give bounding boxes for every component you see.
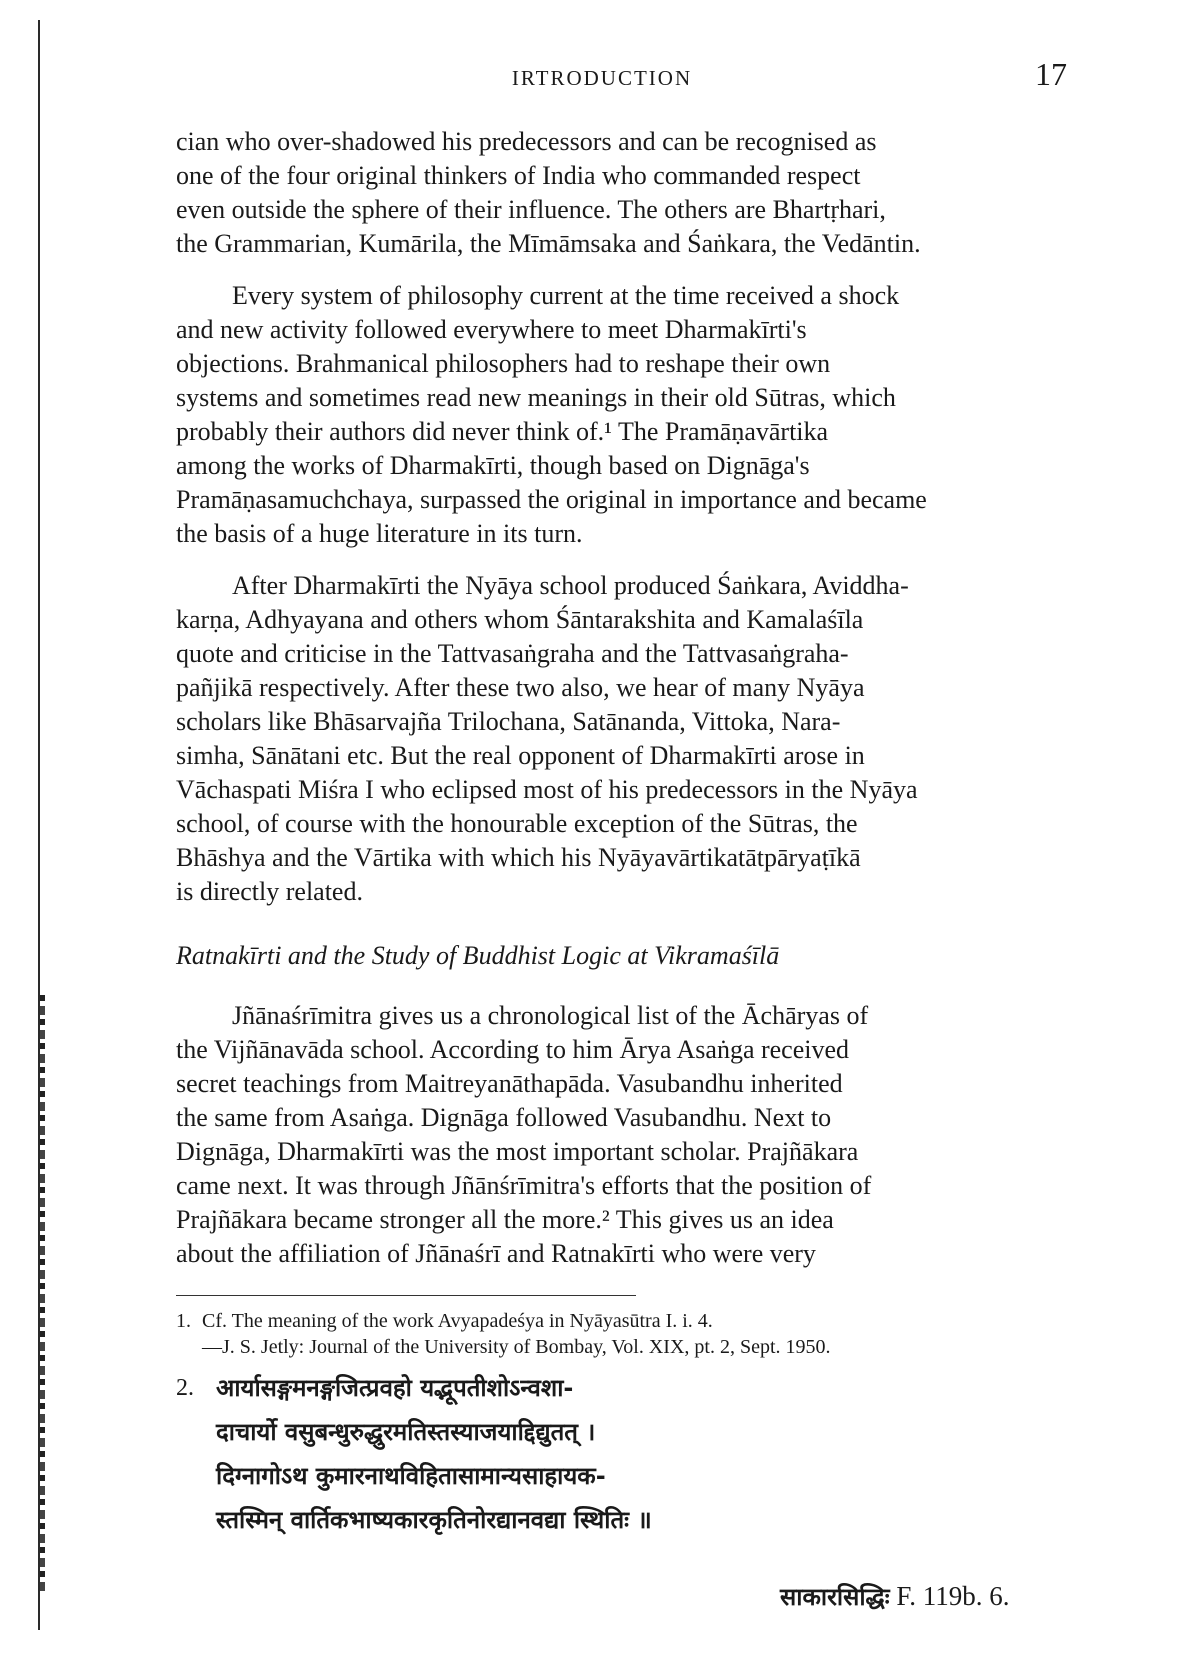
- text-line: probably their authors did never think of.¹ The Pramāṇavārtika: [176, 417, 829, 446]
- paragraph-2: [176, 279, 1080, 551]
- text-line: Pramāṇasamuchchaya, surpassed the original in importance and became: [176, 485, 927, 514]
- text-line: systems and sometimes read new meanings in their old Sūtras, which: [176, 383, 896, 412]
- text-line: cian who over-shadowed his predecessors and can be recognised as: [176, 127, 877, 156]
- source-title: साकारसिद्धिः: [780, 1583, 890, 1611]
- text-line: is directly related.: [176, 877, 363, 906]
- running-title: IRTRODUCTION: [511, 66, 693, 90]
- sanskrit-verse-line: दाचार्यो वसुबन्धुरुद्धुरमतिस्तस्याजयाद्दिद्युतत् ।: [216, 1418, 596, 1446]
- footnote-number: 2.: [176, 1375, 194, 1401]
- text-line: After Dharmakīrti the Nyāya school produced Śaṅkara, Aviddha-: [232, 571, 909, 600]
- binding-stitch-marks: [40, 995, 45, 1595]
- text-line: objections. Brahmanical philosophers had to reshape their own: [176, 349, 831, 378]
- footnote-text: —J. S. Jetly: Journal of the University of Bombay, Vol. XIX, pt. 2, Sept. 1950.: [202, 1336, 831, 1358]
- paragraph-3: [176, 569, 1080, 909]
- paragraph-4: [176, 999, 1080, 1271]
- section-subheading: Ratnakīrti and the Study of Buddhist Logic at Vikramaśīlā: [176, 941, 780, 970]
- page-number: 17: [1035, 56, 1067, 92]
- text-line: Prajñākara became stronger all the more.² This gives us an idea: [176, 1205, 834, 1234]
- text-line: scholars like Bhāsarvajña Trilochana, Satānanda, Vittoka, Nara-: [176, 707, 841, 736]
- text-line: pañjikā respectively. After these two also, we hear of many Nyāya: [176, 673, 865, 702]
- text-line: the same from Asaṅga. Dignāga followed Vasubandhu. Next to: [176, 1103, 832, 1132]
- text-line: and new activity followed everywhere to meet Dharmakīrti's: [176, 315, 807, 344]
- text-line: the Vijñānavāda school. According to him Ārya Asaṅga received: [176, 1035, 850, 1064]
- text-line: karṇa, Adhyayana and others whom Śāntarakshita and Kamalaśīla: [176, 605, 864, 634]
- text-line: about the affiliation of Jñānaśrī and Ratnakīrti who were very: [176, 1239, 816, 1268]
- text-line: quote and criticise in the Tattvasaṅgraha and the Tattvasaṅgraha-: [176, 639, 849, 668]
- text-line: came next. It was through Jñānśrīmitra's efforts that the position of: [176, 1171, 872, 1200]
- text-line: Jñānaśrīmitra gives us a chronological list of the Āchāryas of: [232, 1001, 869, 1030]
- source-reference: [780, 1575, 1009, 1619]
- footnote-2: [176, 1366, 1080, 1542]
- footnote-rule: [176, 1295, 636, 1296]
- sanskrit-verse-line: स्तस्मिन् वार्तिकभाष्यकारकृतिनोरद्यानवद्या स्थितिः ॥: [216, 1506, 652, 1534]
- footnote-text: Cf. The meaning of the work Avyapadeśya in Nyāyasūtra I. i. 4.: [202, 1310, 713, 1332]
- text-line: among the works of Dharmakīrti, though based on Dignāga's: [176, 451, 810, 480]
- paragraph-1: [176, 125, 1080, 261]
- footnote-number: 1.: [176, 1310, 191, 1332]
- source-folio: F. 119b. 6.: [896, 1581, 1010, 1611]
- text-line: Every system of philosophy current at the time received a shock: [232, 281, 900, 310]
- text-line: simha, Sānātani etc. But the real opponent of Dharmakīrti arose in: [176, 741, 865, 770]
- sanskrit-verse-line: आर्यासङ्गमनङ्गजित्प्रवहो यद्भूपतीशोऽन्वशा-: [216, 1374, 574, 1402]
- text-line: Dignāga, Dharmakīrti was the most important scholar. Prajñākara: [176, 1137, 859, 1166]
- text-line: the Grammarian, Kumārila, the Mīmāmsaka and Śaṅkara, the Vedāntin.: [176, 229, 921, 258]
- sanskrit-verse-line: दिग्नागोऽथ कुमारनाथविहितासामान्यसाहायक-: [216, 1462, 606, 1490]
- text-line: one of the four original thinkers of India who commanded respect: [176, 161, 861, 190]
- text-line: secret teachings from Maitreyanāthapāda. Vasubandhu inherited: [176, 1069, 843, 1098]
- footnote-1: [176, 1308, 1080, 1360]
- text-line: even outside the sphere of their influence. The others are Bhartṛhari,: [176, 195, 886, 224]
- text-line: Bhāshya and the Vārtika with which his Nyāyavārtikatātpāryaṭīkā: [176, 843, 861, 872]
- text-line: the basis of a huge literature in its turn.: [176, 519, 583, 548]
- text-line: school, of course with the honourable exception of the Sūtras, the: [176, 809, 858, 838]
- page-body: [176, 125, 1080, 1542]
- text-line: Vāchaspati Miśra I who eclipsed most of his predecessors in the Nyāya: [176, 775, 918, 804]
